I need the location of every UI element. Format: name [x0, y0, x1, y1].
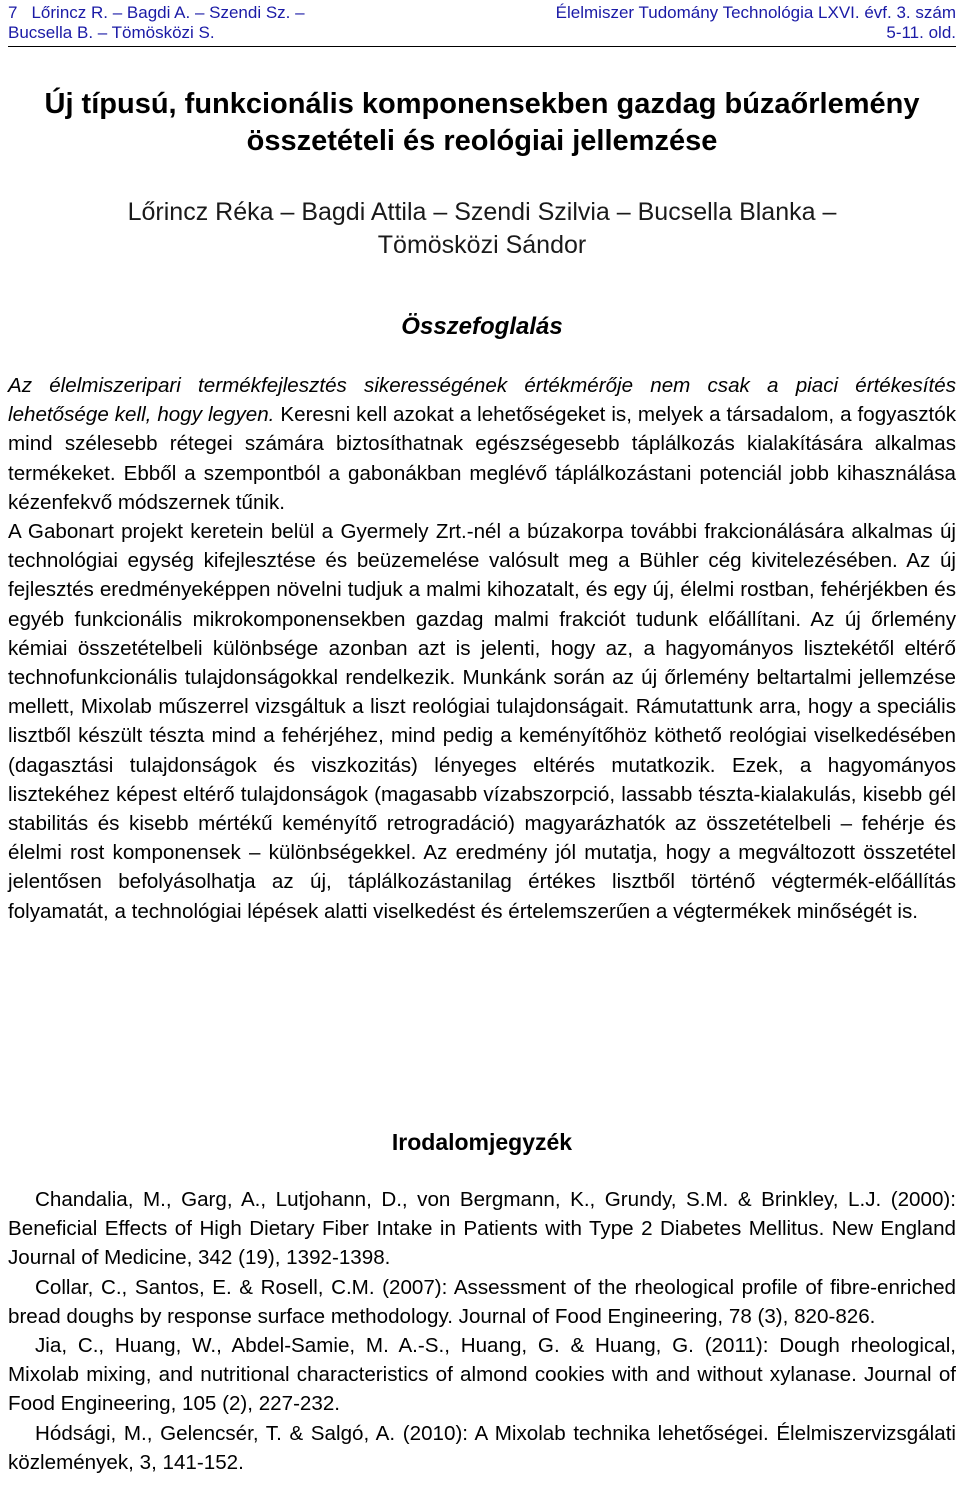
reference-authors: Chandalia, M., Garg, A., Lutjohann, D., von Bergmann, K., Grundy, S.M. & Brinkley, L.J.	[35, 1188, 882, 1211]
abstract-paragraph-1	[8, 371, 956, 517]
reference-details: (2010): A Mixolab technika lehetőségei. Élelmiszervizsgálati közlemények, 3, 141-152.	[8, 1421, 956, 1474]
abstract-paragraph-2: A Gabonart projekt keretein belül a Gyermely Zrt.-nél a búzakorpa további frakcionálására alkalmas új technológiai egység kifejlesztése és beüzemelése valósult meg a Bühler cég kivitelezésében. Az új fejlesztés eredményeképpen növelni tudjuk a malmi kihozatalt, és egy új, élelmi rostban, fehérjékben és egyéb funkcionális mikrokomponensekben gazdag malmi frakciót tudunk előállítani. Az új őrlemény kémiai összetételbeli különbsége azonban azt is jelenti, hogy az, a hagyományos lisztekétől eltérő technofunkcionális tulajdonságokkal rendelkezik. Munkánk során az új őrlemény beltartalmi jellemzése mellett, Mixolab műszerrel vizsgáltuk a liszt reológiai tulajdonságait. Rámutattunk arra, hogy a speciális lisztből készült tészta mind a fehérjéhez, mind pedig a keményítőhöz köthető reológiai viselkedésében (dagasztási tulajdonságok és viszkozitás) lényeges eltérés mutatkozik. Ezek, a hagyományos lisztekéhez képest eltérő tulajdonságok (magasabb vízabszorpció, lassabb tészta-kialakulás, kisebb gél stabilitás és kisebb mértékű keményítő retrogradáció) magyarázhatók az összetételbeli – fehérje és élelmi rost komponensek – különbségekkel. Az eredmény jól mutatja, hogy a megváltozott összetétel jelentősen befolyásolhatja az új, táplálkozástanilag értékes lisztből történő végtermék-előállítás folyamatát, a technológiai lépések alatti viselkedést és értelemszerűen a végtermékek minőségét is.	[8, 520, 956, 923]
header-right	[556, 3, 956, 43]
reference-authors: Hódsági, M., Gelencsér, T. & Salgó, A.	[35, 1421, 396, 1445]
reference-list	[8, 1185, 956, 1477]
reference-details: (2000): Beneficial Effects of High Dietary Fiber Intake in Patients with Type 2 Diabetes Mellitus. New England Journal of Medicine, 342 (19), 1392-1398.	[8, 1188, 956, 1270]
reference-details: (2011): Dough rheological, Mixolab mixing, and nutritional characteristics of almond cookies with and without xylanase. Journal of Food Engineering, 105 (2), 227-232.	[8, 1334, 956, 1416]
header-authors-line2: Bucsella B. – Tömösközi S.	[8, 23, 215, 42]
reference-authors: Collar, C., Santos, E. & Rosell, C.M.	[35, 1275, 375, 1299]
abstract-heading: Összefoglalás	[401, 313, 563, 340]
reference-item	[8, 1185, 956, 1273]
reference-item	[8, 1273, 956, 1331]
paper-title	[8, 86, 956, 160]
reference-details: (2007): Assessment of the rheological profile of fibre-enriched bread doughs by response surface methodology. Journal of Food Engineering, 78 (3), 820-826.	[8, 1275, 956, 1328]
references-heading: Irodalomjegyzék	[391, 1129, 573, 1155]
abstract-italic-lead: Az élelmiszeripari termékfejlesztés sikerességének értékmérője nem csak a piaci értékesítés lehetősége kell, hogy legyen.	[8, 374, 956, 427]
reference-item	[8, 1419, 956, 1477]
abstract-p1-text: Keresni kell azokat a lehetőségeket is, melyek a társadalom, a fogyasztók mind szélesebb rétegei számára biztosíthatnak egészségesebb táplálkozás kialakítására alkalmas termékeket. Ebből a szempontból a gabonákban meglévő táplálkozástani potenciál jobb kihasználása kézenfekvő módszernek tűnik.	[8, 403, 956, 514]
running-header	[8, 0, 956, 44]
author-list	[8, 196, 956, 262]
header-pages: 5-11. old.	[886, 23, 956, 42]
authors-line2: Tömösközi Sándor	[377, 231, 587, 259]
header-journal: Élelmiszer Tudomány Technológia LXVI. évf. 3. szám	[555, 3, 956, 22]
document-page	[8, 0, 956, 1474]
reference-item	[8, 1331, 956, 1419]
header-left	[8, 3, 305, 43]
authors-line1: Lőrincz Réka – Bagdi Attila – Szendi Szilvia – Bucsella Blanka –	[127, 198, 837, 226]
abstract-body	[8, 371, 956, 926]
title-line2: összetételi és reológiai jellemzése	[246, 125, 718, 157]
title-line1: Új típusú, funkcionális komponensekben gazdag búzaőrlemény	[44, 88, 920, 120]
header-authors-line1: Lőrincz R. – Bagdi A. – Szendi Sz. –	[31, 3, 305, 22]
page-number: 7	[8, 3, 18, 22]
header-rule	[8, 46, 956, 47]
reference-authors: Jia, C., Huang, W., Abdel-Samie, M. A.-S., Huang, G. & Huang, G.	[35, 1334, 694, 1358]
